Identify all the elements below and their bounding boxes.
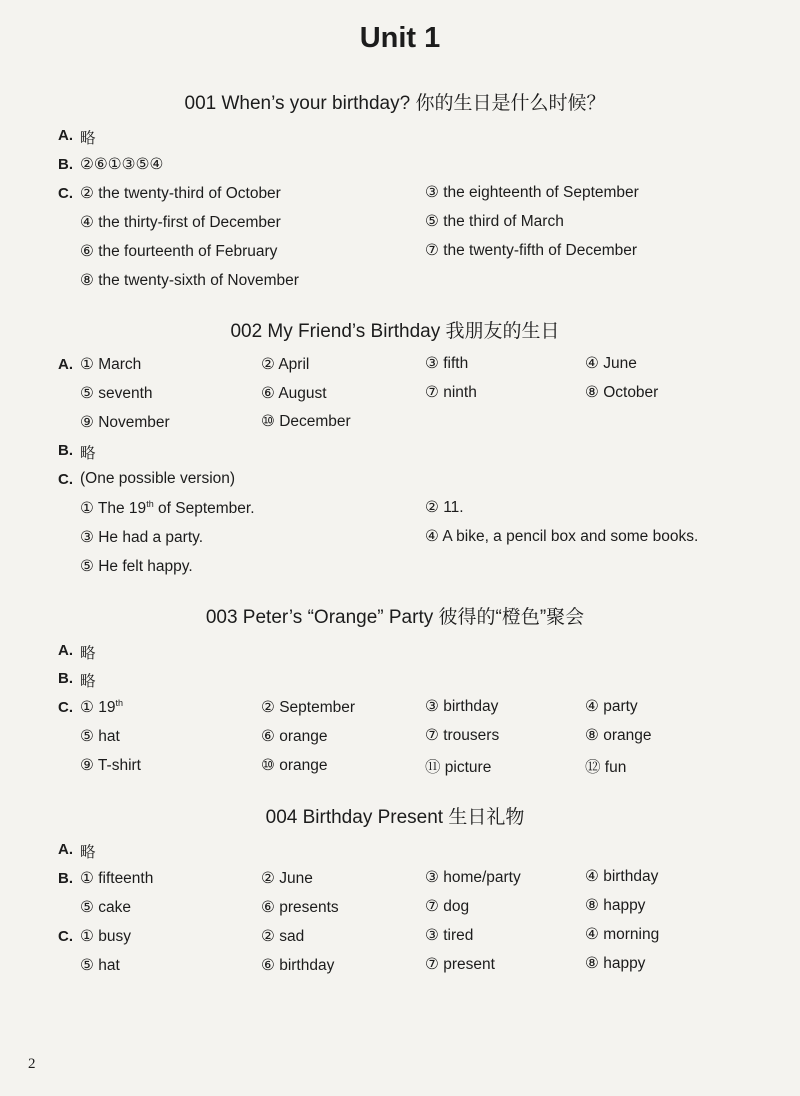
- part-c-label: C.: [58, 699, 73, 716]
- part-a-answer: 略: [80, 844, 96, 861]
- part-b-label: B.: [58, 670, 73, 687]
- part-a-label: A.: [58, 356, 73, 373]
- answer-item: ④ the thirty-first of December: [80, 214, 281, 231]
- answer-item: ⑨ T-shirt: [80, 757, 141, 774]
- answer-item: ② April: [261, 356, 310, 373]
- section-title-001: 001 When’s your birthday? 你的生日是什么时候？: [184, 93, 606, 114]
- answer-item: ④ party: [585, 698, 638, 715]
- answer-item: ④ A bike, a pencil box and some books.: [425, 528, 699, 545]
- answer-item: ① March: [80, 356, 142, 373]
- answer-item: ⑧ happy: [585, 897, 646, 914]
- answer-item: ③ birthday: [425, 698, 499, 715]
- answer-item: ⑥ August: [261, 385, 327, 402]
- answer-item: ⑥ orange: [261, 728, 328, 745]
- answer-item: ⑩ orange: [261, 757, 328, 774]
- unit-title: Unit 1: [359, 22, 441, 54]
- part-a-answer: 略: [80, 130, 96, 147]
- part-c-label: C.: [58, 928, 73, 945]
- answer-item: ② 11.: [425, 499, 464, 516]
- answer-item: ② September: [261, 699, 356, 716]
- answer-item: ⑩ December: [261, 413, 351, 430]
- answer-item: ⑦ the twenty-fifth of December: [425, 242, 638, 259]
- answer-item: ③ fifth: [425, 355, 469, 372]
- answer-item: ⑦ trousers: [425, 727, 500, 744]
- answer-item: ① 19th: [80, 698, 123, 717]
- answer-item: ③ the eighteenth of September: [425, 184, 639, 201]
- part-c-label: C.: [58, 471, 73, 488]
- answer-item: ⑤ cake: [80, 899, 131, 916]
- answer-item: ③ tired: [425, 927, 474, 944]
- answer-item: ① busy: [80, 928, 131, 945]
- answer-item: ⑧ orange: [585, 727, 652, 744]
- answer-item: ⑧ the twenty-sixth of November: [80, 272, 299, 289]
- answer-item: ⑧ happy: [585, 955, 646, 972]
- part-c-label: C.: [58, 185, 73, 202]
- answer-item: ⑧ October: [585, 384, 659, 401]
- answer-item: ⑫ fun: [585, 759, 627, 776]
- answer-item: ⑦ dog: [425, 898, 470, 915]
- part-b-answer: 略: [80, 445, 96, 462]
- answer-item: ⑥ birthday: [261, 957, 335, 974]
- answer-item: ⑦ ninth: [425, 384, 477, 401]
- answer-item: ⑤ seventh: [80, 385, 153, 402]
- answer-item: ⑤ He felt happy.: [80, 558, 193, 575]
- answer-item: ⑤ hat: [80, 728, 120, 745]
- answer-item: ③ He had a party.: [80, 529, 204, 546]
- version-note: (One possible version): [80, 470, 236, 487]
- answer-item: ⑥ the fourteenth of February: [80, 243, 278, 260]
- section-title-002: 002 My Friend’s Birthday 我朋友的生日: [230, 321, 560, 342]
- part-b-label: B.: [58, 870, 73, 887]
- answer-item: ① The 19th of September.: [80, 499, 255, 518]
- answer-item: ④ birthday: [585, 868, 659, 885]
- answer-item: ⑤ hat: [80, 957, 120, 974]
- section-title-004: 004 Birthday Present 生日礼物: [265, 807, 525, 828]
- answer-item: ⑨ November: [80, 414, 170, 431]
- part-b-answer: 略: [80, 673, 96, 690]
- answer-item: ④ June: [585, 355, 637, 372]
- answer-item: ① fifteenth: [80, 870, 154, 887]
- part-b-label: B.: [58, 156, 73, 173]
- part-a-answer: 略: [80, 645, 96, 662]
- answer-item: ⑦ present: [425, 956, 495, 973]
- part-a-label: A.: [58, 127, 73, 144]
- part-b-label: B.: [58, 442, 73, 459]
- answer-item: ② June: [261, 870, 313, 887]
- answer-item: ④ morning: [585, 926, 660, 943]
- part-a-label: A.: [58, 841, 73, 858]
- answer-item: ⑤ the third of March: [425, 213, 564, 230]
- answer-item: ② the twenty-third of October: [80, 185, 281, 202]
- answer-item: ② sad: [261, 928, 305, 945]
- section-title-003: 003 Peter’s “Orange” Party 彼得的“橙色”聚会: [205, 607, 585, 628]
- part-b-answer: ②⑥①③⑤④: [80, 156, 164, 173]
- page-number: 2: [28, 1056, 36, 1072]
- part-a-label: A.: [58, 642, 73, 659]
- answer-item: ⑥ presents: [261, 899, 339, 916]
- answer-item: ⑪ picture: [425, 759, 492, 776]
- answer-item: ③ home/party: [425, 869, 521, 886]
